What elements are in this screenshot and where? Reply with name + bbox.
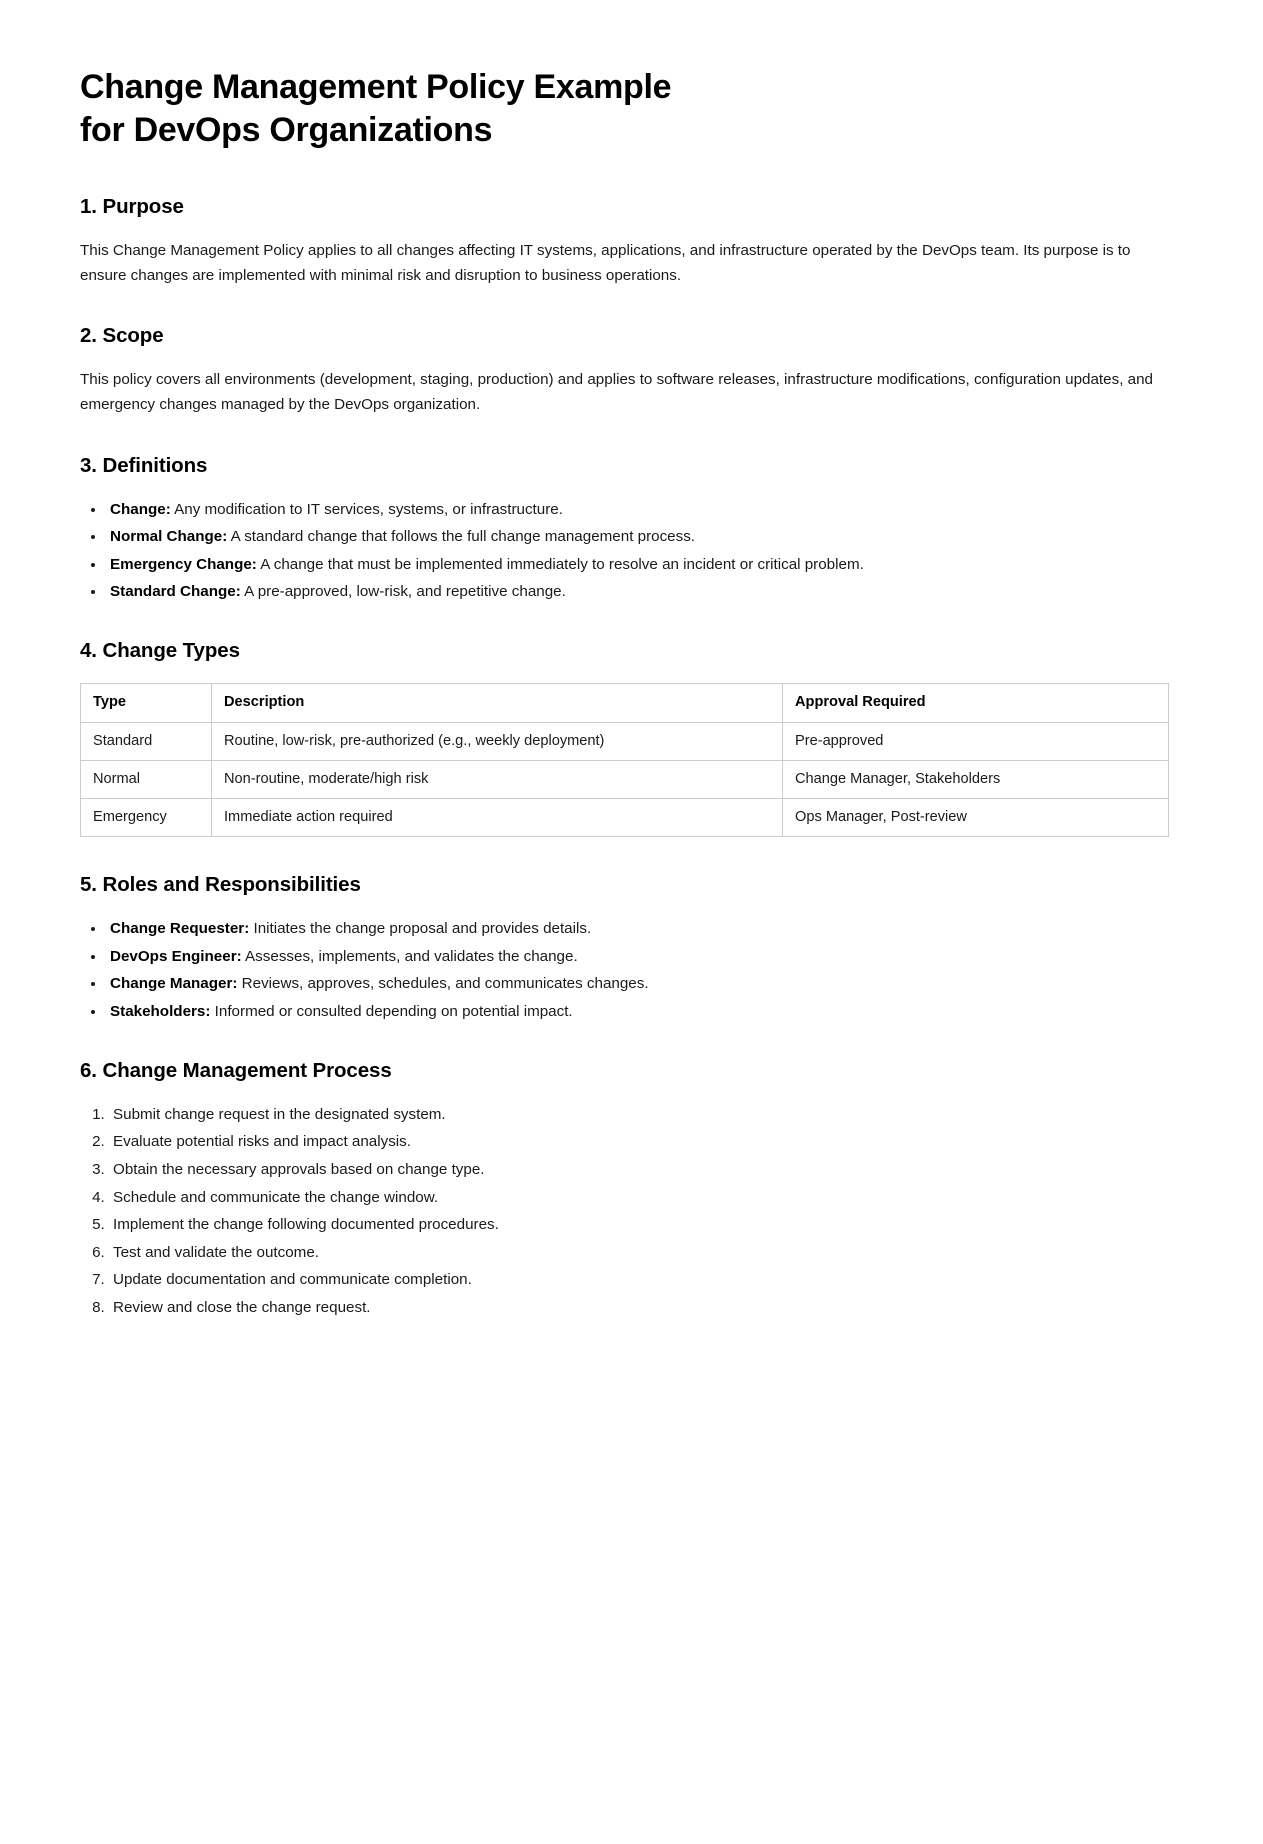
list-item: 3. Obtain the necessary approvals based on change type. (109, 1158, 1167, 1181)
list-item (106, 1000, 1167, 1023)
section-purpose-paragraph: This Change Management Policy applies to all changes affecting IT systems, applications, and infrastructure operated by the DevOps team. Its purpose is to ensure changes are implemented with minimal risk and disruption to business operations. (80, 242, 1131, 284)
list-item: 6. Test and validate the outcome. (109, 1241, 1167, 1264)
definition-description: A pre-approved, low-risk, and repetitive change. (240, 583, 566, 601)
list-item (106, 498, 1167, 521)
definition-term: Normal Change: (110, 528, 228, 546)
list-item (106, 917, 1167, 940)
list-item (106, 945, 1167, 968)
table-row (81, 722, 1169, 760)
definition-description: Any modification to IT services, systems, or infrastructure. (170, 500, 563, 518)
page-title-line-2: for DevOps Organizations (80, 110, 493, 149)
roles-list (80, 917, 1167, 1023)
section-roles-responsibilities (80, 873, 1167, 1023)
column-header-approval-required: Approval Required (783, 684, 1169, 722)
change-types-table (80, 683, 1169, 837)
list-item (106, 972, 1167, 995)
list-item (106, 525, 1167, 548)
definition-term: Emergency Change: (110, 555, 257, 573)
cell-approval: Pre-approved (783, 722, 1169, 760)
section-roles-heading: 5. Roles and Responsibilities (80, 873, 361, 896)
list-item: 7. Update documentation and communicate completion. (109, 1268, 1167, 1291)
section-purpose-heading: 1. Purpose (80, 195, 184, 218)
list-item (106, 580, 1167, 603)
definition-description: A change that must be implemented immediately to resolve an incident or critical problem. (256, 555, 864, 573)
section-purpose (80, 195, 1167, 288)
definition-term: Change: (110, 500, 171, 518)
section-scope-paragraph: This policy covers all environments (development, staging, production) and applies to software releases, infrastructure modifications, configuration updates, and emergency changes managed by the DevOps organization. (80, 371, 1153, 413)
definitions-list (80, 498, 1167, 604)
cell-approval: Ops Manager, Post-review (783, 798, 1169, 836)
cell-approval: Change Manager, Stakeholders (783, 760, 1169, 798)
table-body (81, 722, 1169, 836)
table-header-row (81, 684, 1169, 722)
cell-type: Emergency (81, 798, 212, 836)
role-description: Informed or consulted depending on potential impact. (210, 1002, 573, 1020)
cell-type: Normal (81, 760, 212, 798)
table-row (81, 798, 1169, 836)
cell-description: Routine, low-risk, pre-authorized (e.g., weekly deployment) (212, 722, 783, 760)
cell-type: Standard (81, 722, 212, 760)
list-item: 2. Evaluate potential risks and impact analysis. (109, 1130, 1167, 1153)
role-term: Change Requester: (110, 920, 250, 937)
list-item: 1. Submit change request in the designated system. (109, 1103, 1167, 1126)
list-item (106, 553, 1167, 576)
role-description: Assesses, implements, and validates the change. (241, 947, 578, 965)
table-row (81, 760, 1169, 798)
cell-description: Non-routine, moderate/high risk (212, 760, 783, 798)
list-item: 4. Schedule and communicate the change window. (109, 1186, 1167, 1209)
role-term: Change Manager: (110, 975, 238, 993)
column-header-description: Description (212, 684, 783, 722)
section-scope-heading: 2. Scope (80, 324, 164, 348)
role-term: DevOps Engineer: (110, 947, 242, 965)
section-definitions (80, 454, 1167, 604)
section-change-types (80, 639, 1167, 837)
page-title-line-1: Change Management Policy Example (80, 68, 672, 106)
page-title (80, 66, 900, 151)
list-item: 5. Implement the change following documented procedures. (109, 1213, 1167, 1236)
section-process-heading: 6. Change Management Process (80, 1058, 392, 1082)
section-definitions-heading: 3. Definitions (80, 453, 208, 477)
role-description: Reviews, approves, schedules, and communicates changes. (237, 975, 649, 993)
definition-description: A standard change that follows the full change management process. (227, 528, 696, 546)
role-term: Stakeholders: (110, 1002, 211, 1020)
cell-description: Immediate action required (212, 798, 783, 836)
process-steps-list (80, 1103, 1167, 1319)
section-change-types-heading: 4. Change Types (80, 639, 240, 663)
definition-term: Standard Change: (110, 583, 241, 601)
role-description: Initiates the change proposal and provides details. (249, 920, 592, 937)
section-scope (80, 324, 1167, 417)
table-header (81, 684, 1169, 722)
list-item: 8. Review and close the change request. (109, 1296, 1167, 1319)
column-header-type: Type (81, 684, 212, 722)
section-change-management-process (80, 1059, 1167, 1319)
